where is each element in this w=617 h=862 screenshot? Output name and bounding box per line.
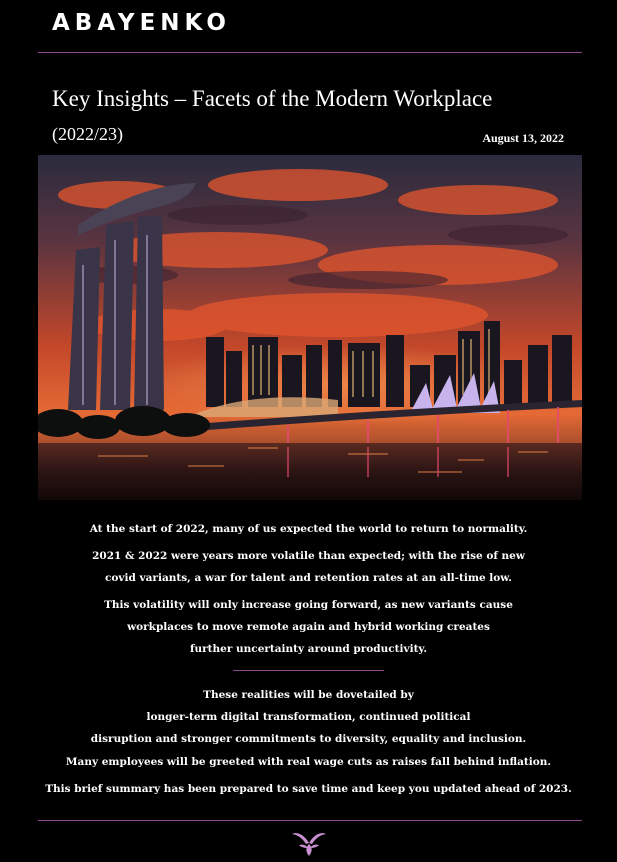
paragraph-line: 2021 & 2022 were years more volatile than expected; with the rise of new — [92, 550, 525, 562]
paragraph-line: Many employees will be greeted with real wage cuts as raises fall behind inflation. — [65, 756, 552, 768]
page-subtitle: (2022/23) — [52, 124, 123, 144]
page-title: Key Insights – Facets of the Modern Workplace — [52, 86, 493, 111]
forecast-paragraph — [0, 594, 617, 660]
paragraph-line: These realities will be dovetailed by — [203, 689, 414, 701]
intro-paragraph — [0, 518, 617, 540]
header-divider — [38, 52, 582, 53]
lotus-icon — [290, 829, 328, 861]
brand-logo[interactable]: ABAYENKO — [52, 10, 231, 36]
paragraph-line: This volatility will only increase going forward, as new variants cause — [104, 599, 513, 611]
publish-date: August 13, 2022 — [482, 131, 564, 145]
section-divider — [233, 670, 384, 671]
hero-image — [38, 155, 582, 500]
paragraph-line: covid variants, a war for talent and retention rates at an all-time low. — [105, 572, 512, 584]
paragraph-line: This brief summary has been prepared to save time and keep you updated ahead of 2023. — [45, 783, 572, 795]
paragraph-line: At the start of 2022, many of us expected the world to return to normality. — [89, 523, 528, 535]
wage-paragraph — [0, 751, 617, 773]
volatility-paragraph — [0, 545, 617, 589]
paragraph-line: workplaces to move remote again and hybrid working creates — [127, 621, 490, 633]
paragraph-line: longer-term digital transformation, continued political — [146, 711, 471, 723]
footer-divider — [38, 820, 582, 821]
realities-paragraph — [0, 684, 617, 750]
paragraph-line: disruption and stronger commitments to diversity, equality and inclusion. — [90, 733, 527, 745]
paragraph-line: further uncertainty around productivity. — [190, 643, 427, 655]
summary-paragraph — [0, 778, 617, 800]
